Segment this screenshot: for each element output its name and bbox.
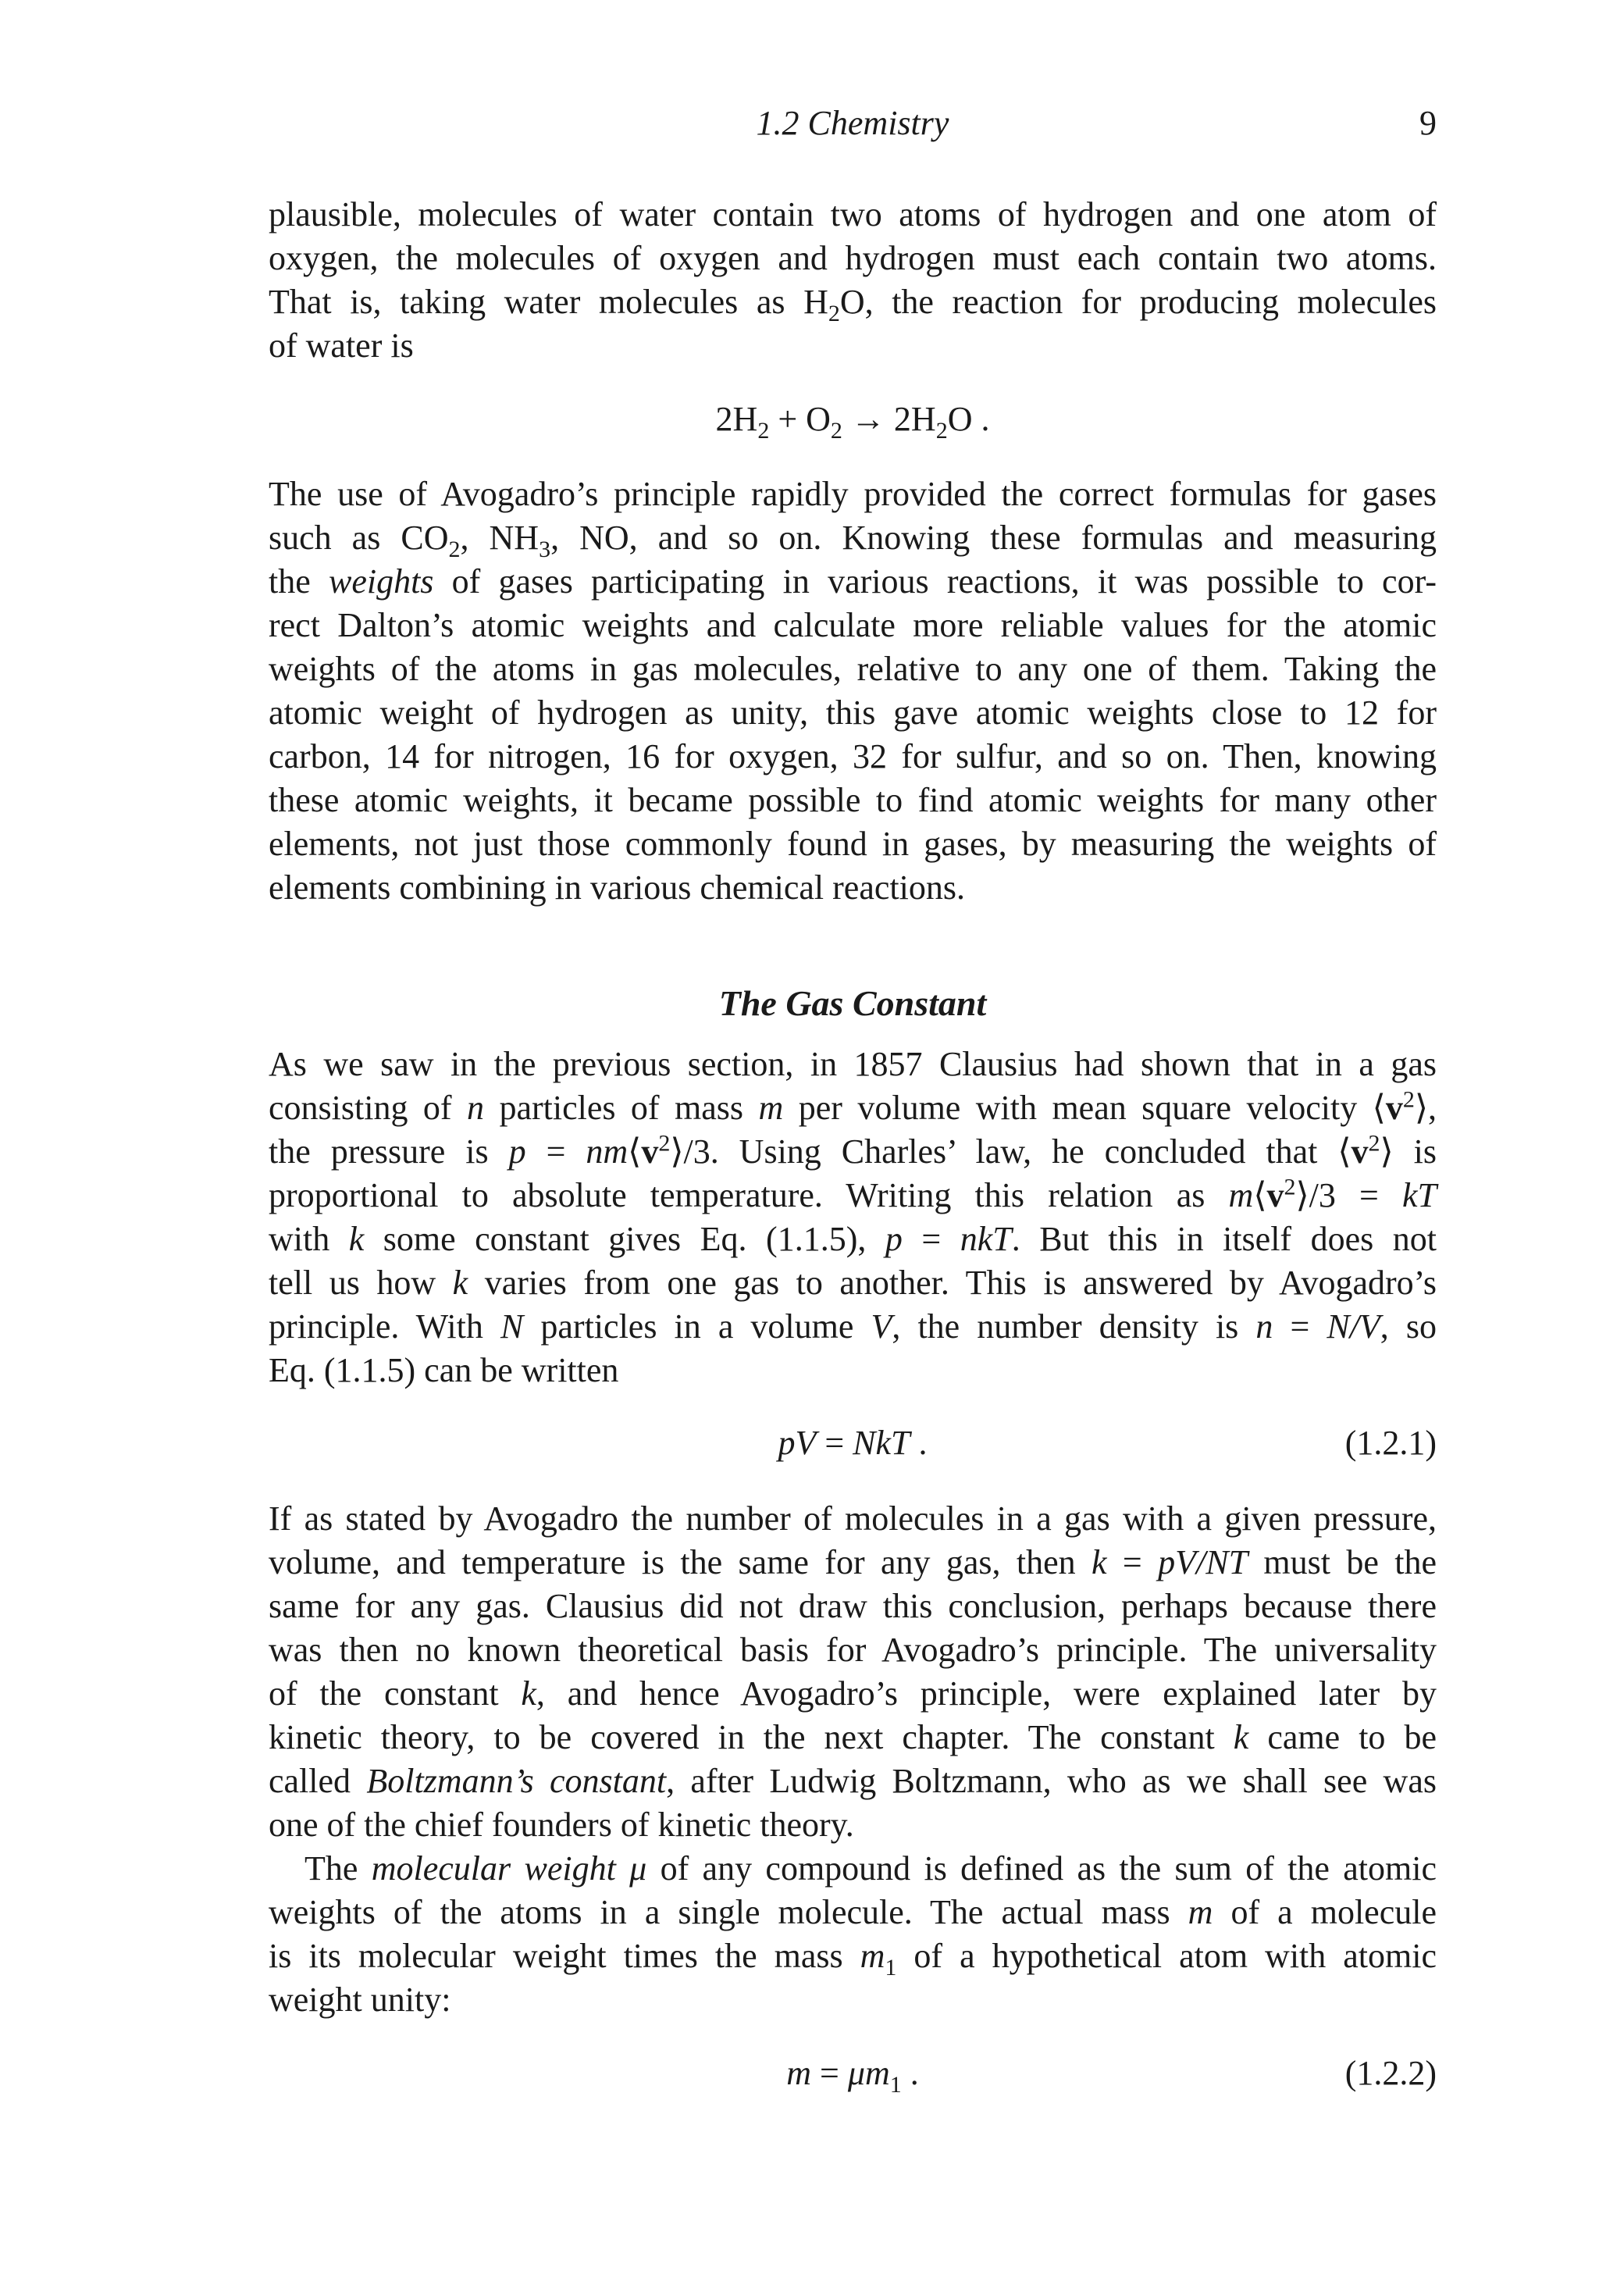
para5-line: is its molecular weight times the mass $m_1$ of a hypothetical atom with atomic [269,1937,1437,1980]
para2-line: the weights of gases participating in various reactions, it was possible to cor- [269,562,1437,601]
para4-line: kinetic theory, to be covered in the next chapter. The constant k came to be [269,1718,1437,1756]
para2-line: these atomic weights, it became possible to find atomic weights for many other [269,781,1437,819]
para3-line: Eq. (1.1.5) can be written [269,1351,619,1389]
para1-line: of water is [269,326,414,365]
para3-line: the pressure is $p = nm⟨v^2⟩/3$. Using Charles’ law, he concluded that $⟨v^2⟩$ is [269,1130,1437,1171]
equation-water-body: $2H_2 + O_2 \to 2H_2O$ . [715,400,990,444]
para1-line: That is, taking water molecules as $H_2O$, the reaction for producing molecules [269,283,1437,326]
para3-line: proportional to absolute temperature. Writing this relation as $m⟨v^2⟩/3$ = kT [269,1174,1437,1214]
para4-line: of the constant k, and hence Avogadro’s principle, were explained later by [269,1674,1437,1713]
para2-line: atomic weight of hydrogen as unity, this gave atomic weights close to 12 for [269,693,1437,732]
para2-line: The use of Avogadro’s principle rapidly provided the correct formulas for gases [269,475,1437,513]
para5-line: weight unity: [269,1980,451,2019]
para5-line: The molecular weight μ of any compound is defined as the sum of the atomic [304,1849,1437,1888]
para4-line: volume, and temperature is the same for any gas, then k = pV/NT must be the [269,1543,1437,1581]
para4-line: one of the chief founders of kinetic theory. [269,1806,854,1844]
para3-line: with k some constant gives Eq. (1.1.5), p = nkT. But this in itself does not [269,1220,1437,1258]
running-head [269,100,1437,147]
para2-line: such as $CO_2$, $NH_3$, NO, and so on. Knowing these formulas and measuring [269,519,1437,562]
equation-1-2-2-body: $m = \mu m_1$ . [786,2054,919,2098]
para2-line: elements, not just those commonly found in gases, by measuring the weights of [269,825,1437,863]
para2-line: weights of the atoms in gas molecules, relative to any one of them. Taking the [269,650,1437,688]
para4-line: called Boltzmann’s constant, after Ludwig Boltzmann, who as we shall see was [269,1762,1437,1800]
equation-1-2-2 [269,2050,1437,2097]
page-number: 9 [1419,104,1437,142]
para3-line: tell us how k varies from one gas to another. This is answered by Avogadro’s [269,1264,1437,1302]
equation-1-2-1 [269,1420,1437,1467]
equation-number: (1.2.1) [1344,1424,1437,1462]
equation-water [269,396,1437,443]
para1-line: oxygen, the molecules of oxygen and hydrogen must each contain two atoms. [269,239,1437,277]
running-title: 1.2 Chemistry [756,104,949,142]
para2-line: carbon, 14 for nitrogen, 16 for oxygen, 32 for sulfur, and so on. Then, knowing [269,737,1437,775]
para3-line: As we saw in the previous section, in 1857 Clausius had shown that in a gas [269,1045,1437,1083]
para3-line: principle. With N particles in a volume V, the number density is n = N/V, so [269,1307,1437,1346]
para4-line: If as stated by Avogadro the number of molecules in a gas with a given pressure, [269,1499,1437,1538]
equation-number: (1.2.2) [1344,2054,1437,2092]
para4-line: same for any gas. Clausius did not draw this conclusion, perhaps because there [269,1587,1437,1625]
para4-line: was then no known theoretical basis for Avogadro’s principle. The universality [269,1631,1437,1669]
para2-line: elements combining in various chemical reactions. [269,868,965,907]
section-heading: The Gas Constant [718,983,987,1023]
para1-line: plausible, molecules of water contain two atoms of hydrogen and one atom of [269,195,1437,234]
para5-line: weights of the atoms in a single molecule. The actual mass m of a molecule [269,1893,1437,1931]
para2-line: rect Dalton’s atomic weights and calculate more reliable values for the atomic [269,606,1437,644]
para3-line: consisting of n particles of mass m per volume with mean square velocity $⟨v^2⟩$, [269,1086,1437,1127]
equation-1-2-1-body: pV = NkT . [778,1424,928,1462]
